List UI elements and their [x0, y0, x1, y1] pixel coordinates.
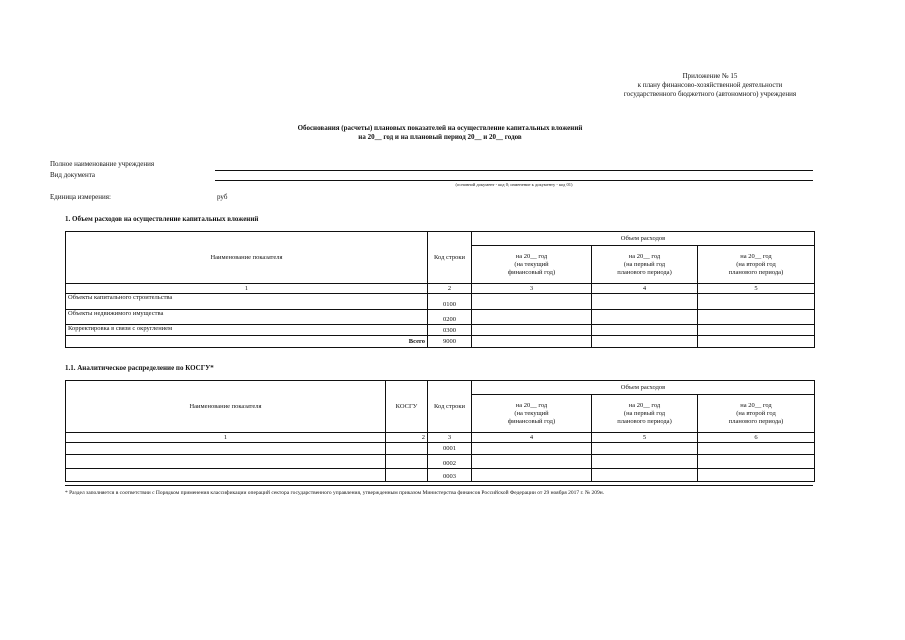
header-second-l2: (на второй год [736, 260, 776, 268]
header-first-l2: (на первый год [623, 409, 666, 417]
total-code: 9000 [428, 336, 472, 348]
institution-field-line[interactable] [215, 170, 813, 171]
table-row [66, 310, 815, 325]
col-number: 3 [472, 284, 592, 294]
appendix-plan: к плану финансово-хозяйственной деятельности [637, 81, 783, 89]
header-current-l2: (на текущий [514, 260, 549, 268]
row-code: 0003 [428, 469, 472, 482]
header-second-l2: (на второй год [736, 409, 776, 417]
value-cell[interactable] [472, 325, 592, 336]
table-row [66, 443, 815, 455]
row-name: Объекты недвижимого имущества [66, 310, 428, 325]
header-second-year [698, 246, 815, 284]
value-cell[interactable] [698, 469, 815, 482]
header-current-l2: (на текущий [514, 409, 549, 417]
name-cell[interactable] [66, 443, 386, 455]
header-current-l1: на 20__ год [515, 401, 548, 409]
value-cell[interactable] [472, 443, 592, 455]
table-row [66, 325, 815, 336]
unit-label: Единица измерения: [50, 193, 111, 201]
value-cell[interactable] [698, 455, 815, 469]
header-first-l3: планового периода) [617, 268, 672, 276]
appendix-institution: государственного бюджетного (автономного) учреждения [623, 90, 797, 98]
table-row [66, 294, 815, 310]
value-cell[interactable] [592, 336, 698, 348]
row-name: Объекты капитального строительства [66, 294, 428, 310]
header-code: Код строки [428, 232, 472, 284]
header-row [66, 232, 815, 246]
doc-type-field-line[interactable] [215, 180, 813, 181]
header-first-l3: планового периода) [617, 417, 672, 425]
header-name: Наименование показателя [66, 381, 386, 433]
col-number: 1 [66, 433, 386, 443]
header-volume: Объем расходов [472, 381, 815, 395]
footnote: * Раздел заполняется в соответствии с Порядком применения классификации операций сектора государственного управления, утвержденным приказом Министерства финансов Российской Федерации от 29 ноября 2017 г. № 209н. [65, 490, 605, 496]
value-cell[interactable] [472, 310, 592, 325]
institution-label: Полное наименование учреждения [50, 160, 155, 168]
row-name: Корректировка в связи с округлением [66, 325, 428, 336]
header-name: Наименование показателя [66, 232, 428, 284]
header-first-l1: на 20__ год [628, 252, 661, 260]
col-number: 6 [698, 433, 815, 443]
header-kosgu: КОСГУ [386, 381, 428, 433]
header-first-year [592, 395, 698, 433]
header-second-l1: на 20__ год [740, 401, 772, 409]
row-code: 0001 [428, 443, 472, 455]
row-code: 0002 [428, 455, 472, 469]
row-code: 0300 [428, 325, 472, 336]
value-cell[interactable] [472, 294, 592, 310]
value-cell[interactable] [698, 294, 815, 310]
section1-table [65, 231, 815, 348]
doc-type-label: Вид документа [50, 171, 96, 179]
value-cell[interactable] [592, 294, 698, 310]
footnote-divider [65, 485, 813, 486]
name-cell[interactable] [66, 469, 386, 482]
col-number: 2 [386, 433, 428, 443]
value-cell[interactable] [698, 325, 815, 336]
header-row [66, 381, 815, 395]
header-second-year [698, 395, 815, 433]
col-number: 3 [428, 433, 472, 443]
col-number: 5 [698, 284, 815, 294]
title-line-2: на 20__ год и на плановый период 20__ и 20__ годов [358, 133, 522, 141]
col-number: 5 [592, 433, 698, 443]
title-line-1: Обоснования (расчеты) плановых показателей на осуществление капитальных вложений [297, 124, 583, 132]
header-second-l3: планового периода) [728, 268, 784, 276]
total-row [66, 336, 815, 348]
total-label: Всего [66, 336, 428, 348]
name-cell[interactable] [66, 455, 386, 469]
document-title [230, 124, 650, 142]
col-number: 4 [472, 433, 592, 443]
col-number: 2 [428, 284, 472, 294]
unit-value: руб [217, 193, 228, 201]
col-number: 1 [66, 284, 428, 294]
header-current-l3: финансовый год) [507, 417, 556, 425]
header-current-year [472, 246, 592, 284]
header-volume: Объем расходов [472, 232, 815, 246]
numbering-row [66, 433, 815, 443]
doc-type-hint: (основной документ - код 0; изменение к документу - код 01) [455, 182, 573, 187]
header-current-year [472, 395, 592, 433]
header-second-l1: на 20__ год [740, 252, 772, 260]
header-code: Код строки [428, 381, 472, 433]
value-cell[interactable] [472, 469, 592, 482]
row-code: 0200 [428, 310, 472, 325]
table-row [66, 469, 815, 482]
value-cell[interactable] [698, 443, 815, 455]
value-cell[interactable] [592, 325, 698, 336]
section1-title: 1. Объем расходов на осуществление капитальных вложений [65, 215, 259, 223]
appendix-header [560, 72, 860, 99]
value-cell[interactable] [592, 469, 698, 482]
header-second-l3: планового периода) [728, 417, 784, 425]
numbering-row [66, 284, 815, 294]
value-cell[interactable] [472, 455, 592, 469]
section11-table [65, 380, 815, 482]
value-cell[interactable] [472, 336, 592, 348]
header-current-l3: финансовый год) [507, 268, 556, 276]
value-cell[interactable] [592, 443, 698, 455]
value-cell[interactable] [592, 455, 698, 469]
kosgu-cell[interactable] [386, 455, 428, 469]
header-first-year [592, 246, 698, 284]
header-current-l1: на 20__ год [515, 252, 548, 260]
appendix-number: Приложение № 15 [682, 72, 738, 80]
kosgu-cell[interactable] [386, 469, 428, 482]
value-cell[interactable] [698, 310, 815, 325]
section11-title: 1.1. Аналитическое распределение по КОСГУ* [65, 364, 214, 372]
kosgu-cell[interactable] [386, 443, 428, 455]
header-first-l1: на 20__ год [628, 401, 661, 409]
header-first-l2: (на первый год [623, 260, 666, 268]
table-row [66, 455, 815, 469]
value-cell[interactable] [698, 336, 815, 348]
value-cell[interactable] [592, 310, 698, 325]
col-number: 4 [592, 284, 698, 294]
row-code: 0100 [428, 294, 472, 310]
